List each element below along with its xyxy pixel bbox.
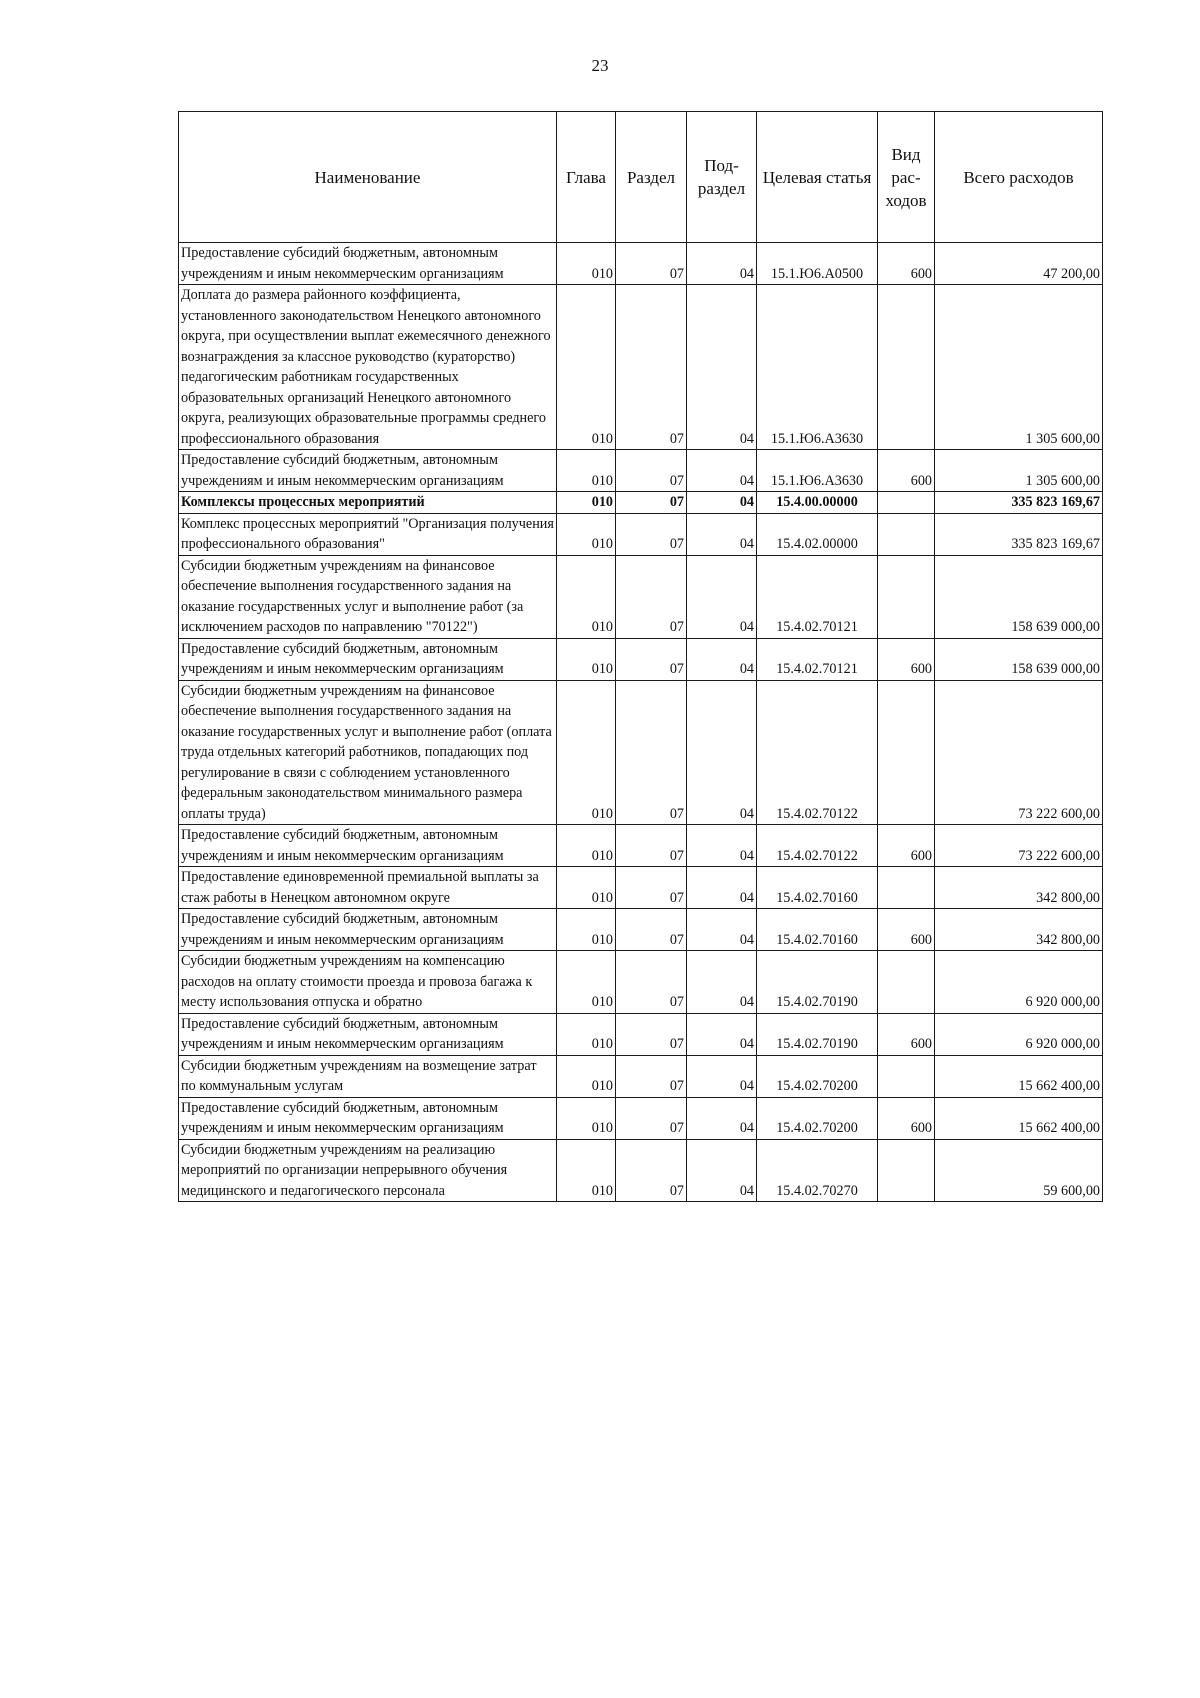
row-total: 1 305 600,00 — [935, 450, 1103, 492]
row-glava: 010 — [557, 1097, 616, 1139]
table-row — [179, 680, 1103, 825]
row-podrazdel: 04 — [687, 1055, 757, 1097]
budget-table — [178, 111, 1103, 1202]
row-podrazdel: 04 — [687, 825, 757, 867]
row-vid: 600 — [878, 1097, 935, 1139]
row-target: 15.1.Ю6.А3630 — [757, 285, 878, 450]
row-target: 15.4.02.70122 — [757, 825, 878, 867]
header-name: Наименование — [179, 112, 557, 243]
row-vid — [878, 513, 935, 555]
row-total: 59 600,00 — [935, 1139, 1103, 1202]
row-total: 47 200,00 — [935, 243, 1103, 285]
table-row — [179, 825, 1103, 867]
row-target: 15.4.02.70121 — [757, 638, 878, 680]
header-target: Целевая статья — [757, 112, 878, 243]
row-razdel: 07 — [616, 951, 687, 1014]
row-razdel: 07 — [616, 1139, 687, 1202]
table-header — [179, 112, 1103, 243]
row-vid: 600 — [878, 638, 935, 680]
row-target: 15.4.02.70122 — [757, 680, 878, 825]
row-glava: 010 — [557, 450, 616, 492]
row-name: Предоставление субсидий бюджетным, автономным учреждениям и иным некоммерческим организациям — [179, 1013, 557, 1055]
row-vid: 600 — [878, 1013, 935, 1055]
row-vid — [878, 867, 935, 909]
row-total: 15 662 400,00 — [935, 1055, 1103, 1097]
table-row — [179, 638, 1103, 680]
row-podrazdel: 04 — [687, 492, 757, 514]
row-glava: 010 — [557, 680, 616, 825]
row-target: 15.4.00.00000 — [757, 492, 878, 514]
table-row — [179, 555, 1103, 638]
row-vid: 600 — [878, 825, 935, 867]
row-podrazdel: 04 — [687, 243, 757, 285]
header-vid: Вид рас-ходов — [878, 112, 935, 243]
row-target: 15.4.02.70160 — [757, 909, 878, 951]
row-glava: 010 — [557, 492, 616, 514]
row-razdel: 07 — [616, 1055, 687, 1097]
header-razdel: Раздел — [616, 112, 687, 243]
row-glava: 010 — [557, 243, 616, 285]
table-row — [179, 909, 1103, 951]
row-vid: 600 — [878, 243, 935, 285]
row-name: Предоставление субсидий бюджетным, автономным учреждениям и иным некоммерческим организациям — [179, 825, 557, 867]
table-row — [179, 867, 1103, 909]
row-vid — [878, 1139, 935, 1202]
row-glava: 010 — [557, 555, 616, 638]
row-target: 15.4.02.70200 — [757, 1097, 878, 1139]
table-body — [179, 243, 1103, 1202]
table-row — [179, 1139, 1103, 1202]
row-target: 15.1.Ю6.А0500 — [757, 243, 878, 285]
row-name: Предоставление субсидий бюджетным, автономным учреждениям и иным некоммерческим организациям — [179, 243, 557, 285]
table-row — [179, 1097, 1103, 1139]
table-row — [179, 450, 1103, 492]
row-total: 342 800,00 — [935, 867, 1103, 909]
row-target: 15.4.02.70190 — [757, 1013, 878, 1055]
row-name: Доплата до размера районного коэффициента, установленного законодательством Ненецкого автономного округа, при осуществлении выплат ежемесячного денежного вознаграждения за классное руководство (кураторство) педагогическим работникам государственных образовательных организаций Ненецкого автономного округа, реализующих образовательные программы среднего профессионального образования — [179, 285, 557, 450]
row-razdel: 07 — [616, 909, 687, 951]
row-glava: 010 — [557, 1055, 616, 1097]
row-podrazdel: 04 — [687, 1097, 757, 1139]
row-razdel: 07 — [616, 638, 687, 680]
row-name: Предоставление субсидий бюджетным, автономным учреждениям и иным некоммерческим организациям — [179, 450, 557, 492]
row-podrazdel: 04 — [687, 867, 757, 909]
row-podrazdel: 04 — [687, 1139, 757, 1202]
row-name: Субсидии бюджетным учреждениям на финансовое обеспечение выполнения государственного задания на оказание государственных услуг и выполнение работ (оплата труда отдельных категорий работников, попадающих под регулирование в связи с соблюдением установленного федеральным законодательством минимального размера оплаты труда) — [179, 680, 557, 825]
row-total: 335 823 169,67 — [935, 513, 1103, 555]
row-total: 335 823 169,67 — [935, 492, 1103, 514]
row-total: 158 639 000,00 — [935, 555, 1103, 638]
row-razdel: 07 — [616, 285, 687, 450]
row-razdel: 07 — [616, 1013, 687, 1055]
row-target: 15.4.02.70160 — [757, 867, 878, 909]
row-glava: 010 — [557, 285, 616, 450]
row-total: 1 305 600,00 — [935, 285, 1103, 450]
row-razdel: 07 — [616, 513, 687, 555]
row-vid: 600 — [878, 909, 935, 951]
row-glava: 010 — [557, 513, 616, 555]
row-vid — [878, 555, 935, 638]
page-number: 23 — [591, 56, 609, 75]
row-total: 73 222 600,00 — [935, 825, 1103, 867]
table-row — [179, 285, 1103, 450]
row-razdel: 07 — [616, 492, 687, 514]
row-target: 15.4.02.70190 — [757, 951, 878, 1014]
row-glava: 010 — [557, 951, 616, 1014]
row-razdel: 07 — [616, 867, 687, 909]
row-podrazdel: 04 — [687, 285, 757, 450]
row-total: 342 800,00 — [935, 909, 1103, 951]
row-total: 158 639 000,00 — [935, 638, 1103, 680]
row-vid — [878, 1055, 935, 1097]
row-podrazdel: 04 — [687, 951, 757, 1014]
table-row — [179, 492, 1103, 514]
row-glava: 010 — [557, 909, 616, 951]
row-glava: 010 — [557, 867, 616, 909]
table-row — [179, 1055, 1103, 1097]
table-row — [179, 951, 1103, 1014]
row-vid — [878, 492, 935, 514]
row-vid: 600 — [878, 450, 935, 492]
row-total: 73 222 600,00 — [935, 680, 1103, 825]
row-target: 15.4.02.70121 — [757, 555, 878, 638]
row-vid — [878, 951, 935, 1014]
header-glava: Глава — [557, 112, 616, 243]
row-razdel: 07 — [616, 1097, 687, 1139]
row-name: Субсидии бюджетным учреждениям на финансовое обеспечение выполнения государственного задания на оказание государственных услуг и выполнение работ (за исключением расходов по направлению "70122") — [179, 555, 557, 638]
row-name: Комплексы процессных мероприятий — [179, 492, 557, 514]
row-name: Предоставление субсидий бюджетным, автономным учреждениям и иным некоммерческим организациям — [179, 1097, 557, 1139]
row-target: 15.4.02.70270 — [757, 1139, 878, 1202]
row-target: 15.1.Ю6.А3630 — [757, 450, 878, 492]
row-podrazdel: 04 — [687, 909, 757, 951]
row-glava: 010 — [557, 1139, 616, 1202]
row-podrazdel: 04 — [687, 555, 757, 638]
row-name: Предоставление субсидий бюджетным, автономным учреждениям и иным некоммерческим организациям — [179, 638, 557, 680]
row-razdel: 07 — [616, 680, 687, 825]
row-vid — [878, 680, 935, 825]
row-razdel: 07 — [616, 450, 687, 492]
row-glava: 010 — [557, 638, 616, 680]
row-podrazdel: 04 — [687, 638, 757, 680]
row-vid — [878, 285, 935, 450]
row-target: 15.4.02.70200 — [757, 1055, 878, 1097]
row-podrazdel: 04 — [687, 513, 757, 555]
row-target: 15.4.02.00000 — [757, 513, 878, 555]
row-total: 15 662 400,00 — [935, 1097, 1103, 1139]
row-podrazdel: 04 — [687, 1013, 757, 1055]
table-row — [179, 1013, 1103, 1055]
row-name: Субсидии бюджетным учреждениям на реализацию мероприятий по организации непрерывного обучения медицинского и педагогического персонала — [179, 1139, 557, 1202]
row-name: Субсидии бюджетным учреждениям на компенсацию расходов на оплату стоимости проезда и провоза багажа к месту использования отпуска и обратно — [179, 951, 557, 1014]
row-razdel: 07 — [616, 825, 687, 867]
row-total: 6 920 000,00 — [935, 951, 1103, 1014]
row-name: Предоставление единовременной премиальной выплаты за стаж работы в Ненецком автономном округе — [179, 867, 557, 909]
row-razdel: 07 — [616, 555, 687, 638]
table-row — [179, 243, 1103, 285]
row-name: Комплекс процессных мероприятий "Организация получения профессионального образования" — [179, 513, 557, 555]
row-glava: 010 — [557, 825, 616, 867]
row-podrazdel: 04 — [687, 450, 757, 492]
row-name: Предоставление субсидий бюджетным, автономным учреждениям и иным некоммерческим организациям — [179, 909, 557, 951]
row-glava: 010 — [557, 1013, 616, 1055]
header-podrazdel: Под-раздел — [687, 112, 757, 243]
header-total: Всего расходов — [935, 112, 1103, 243]
row-name: Субсидии бюджетным учреждениям на возмещение затрат по коммунальным услугам — [179, 1055, 557, 1097]
row-podrazdel: 04 — [687, 680, 757, 825]
row-razdel: 07 — [616, 243, 687, 285]
table-row — [179, 513, 1103, 555]
row-total: 6 920 000,00 — [935, 1013, 1103, 1055]
